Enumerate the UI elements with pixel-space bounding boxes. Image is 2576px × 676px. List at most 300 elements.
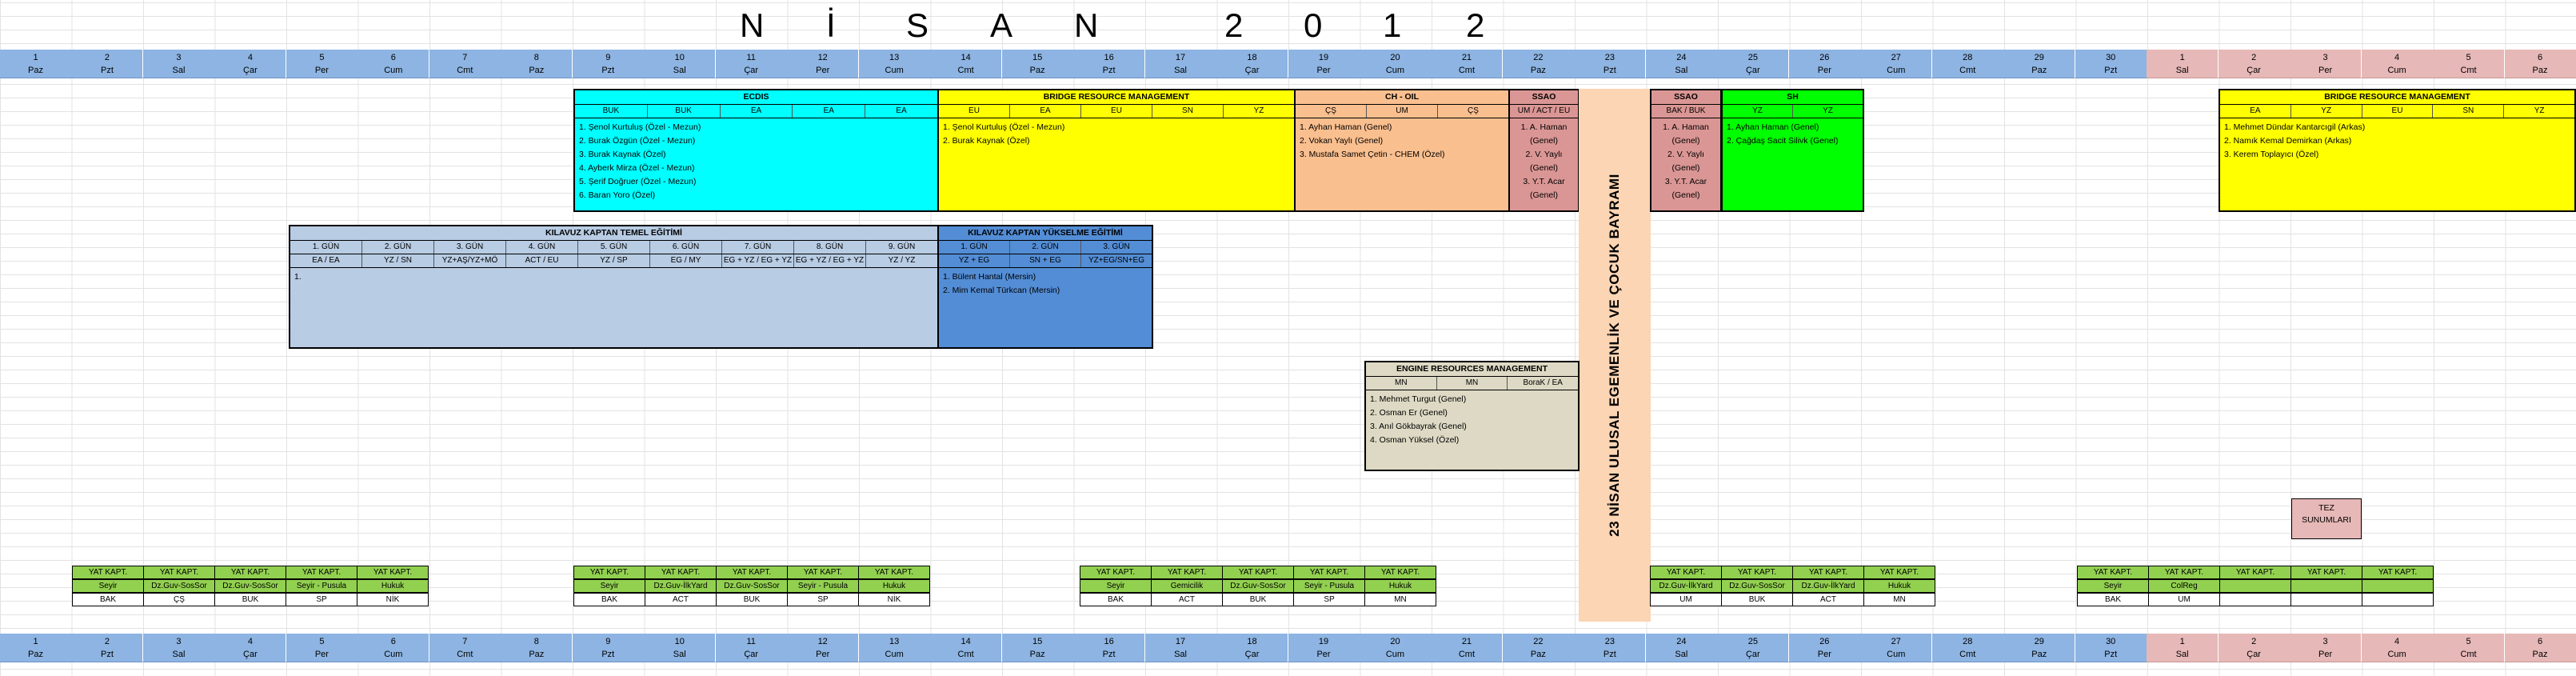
ssao-instructor: UM / ACT / EU	[1517, 106, 1571, 115]
day-cell	[2433, 50, 2505, 78]
yacht-course-topic: ColReg	[2148, 579, 2220, 593]
yacht-course-topic: Dz.Guv-İlkYard	[1792, 579, 1864, 593]
day-number: 30	[2106, 637, 2116, 646]
participant: (Genel)	[1529, 136, 1558, 146]
ecdis-instructor: EA	[793, 105, 865, 118]
ecdis-instructor: EA	[721, 105, 793, 118]
day-cell	[859, 634, 931, 662]
training-day: 1. GÜN	[939, 241, 1010, 254]
ecdis-instructor: EA	[896, 106, 907, 115]
thesis-label-line: SUNUMLARI	[2302, 515, 2351, 525]
day-number: 28	[1963, 53, 1973, 62]
day-cell	[1646, 50, 1718, 78]
erm-instructor: MN	[1437, 377, 1508, 390]
brm-participants	[2220, 118, 2574, 164]
erm-title: ENGINE RESOURCES MANAGEMENT	[1366, 362, 1578, 377]
participant: 3. Kerem Toplayıcı (Özel)	[2224, 150, 2319, 159]
participant: 2. Namık Kemal Demirkan (Arkas)	[2224, 136, 2352, 146]
yacht-course-instructor: ÇŞ	[143, 593, 215, 606]
day-number: 2	[2251, 53, 2257, 62]
participant: (Genel)	[1671, 136, 1700, 146]
title-letter: 1	[1383, 6, 1402, 44]
day-number: 17	[1175, 53, 1186, 62]
day-number: 14	[961, 637, 971, 646]
sh-participants	[1723, 118, 1863, 150]
day-cell	[716, 634, 788, 662]
weekday-label: Sal	[673, 650, 686, 659]
day-number: 2	[104, 637, 110, 646]
weekday-label: Cmt	[1959, 66, 1976, 75]
yacht-course-instructor: SP	[1293, 593, 1365, 606]
brm-instructors	[939, 105, 1294, 118]
participant: (Genel)	[1671, 163, 1700, 173]
participant: 1. A. Haman	[1520, 122, 1568, 132]
weekday-label: Cum	[384, 650, 403, 659]
ecdis-participants	[575, 118, 937, 205]
training-instructor: YZ / YZ	[888, 256, 916, 265]
participant: (Genel)	[1529, 190, 1558, 200]
ch-oil-participants	[1296, 118, 1508, 164]
day-cell	[2075, 634, 2147, 662]
ssao-box-1	[1508, 89, 1580, 212]
ch-oil-instructor: ÇŞ	[1296, 105, 1367, 118]
day-number: 21	[1461, 637, 1472, 646]
weekday-label: Paz	[2532, 66, 2548, 75]
weekday-label: Paz	[2532, 650, 2548, 659]
yacht-course-header: YAT KAPT.	[2362, 566, 2434, 579]
weekday-label: Paz	[529, 650, 545, 659]
ssao-title: SSAO	[1651, 90, 1720, 105]
training-day: 8. GÜN	[794, 241, 866, 254]
weekday-label: Per	[1817, 66, 1831, 75]
day-number: 24	[1676, 637, 1687, 646]
weekday-label: Cmt	[1458, 650, 1476, 659]
yacht-course-instructor: BAK	[573, 593, 645, 606]
sh-instructor: YZ	[1823, 106, 1833, 115]
day-number: 16	[1104, 53, 1114, 62]
training-instructor: YZ / SP	[578, 254, 650, 267]
participant: 1. A. Haman	[1663, 122, 1709, 132]
pilot-basic-participants	[290, 268, 937, 286]
day-cell	[2003, 50, 2075, 78]
day-number: 15	[1032, 637, 1043, 646]
pilot-advanced-title: KILAVUZ KAPTAN YÜKSELME EĞİTİMİ	[939, 226, 1152, 241]
day-number: 5	[319, 53, 325, 62]
thesis-presentations	[2291, 498, 2362, 539]
day-number: 13	[889, 53, 900, 62]
day-number: 1	[2179, 53, 2185, 62]
holiday-band	[1579, 89, 1651, 622]
participant: 4. Osman Yüksel (Özel)	[1370, 435, 1460, 445]
weekday-label: Çar	[744, 66, 759, 75]
day-number: 25	[1747, 637, 1758, 646]
sh-title: SH	[1723, 90, 1863, 105]
yacht-course-topic: Seyir	[573, 579, 645, 593]
day-number: 20	[1390, 53, 1400, 62]
participant: 1. Mehmet Dündar Kantarcıgil (Arkas)	[2224, 122, 2366, 132]
day-cell	[1932, 634, 2004, 662]
yacht-course-header: YAT KAPT.	[1721, 566, 1793, 579]
weekday-label: Cum	[2387, 66, 2406, 75]
day-number: 9	[605, 53, 611, 62]
brm-instructors	[2220, 105, 2574, 118]
weekday-label: Pzt	[2104, 650, 2118, 659]
yacht-course-header: YAT KAPT.	[2219, 566, 2291, 579]
pilot-basic-instructors	[290, 254, 937, 268]
yacht-course-instructor: MN	[1863, 593, 1935, 606]
day-cell	[286, 50, 358, 78]
yacht-course-instructor: BAK	[1080, 593, 1152, 606]
title-letter: 2	[1224, 6, 1244, 44]
ssao-instructor: BAK / BUK	[1666, 106, 1706, 115]
yacht-course-topic: Hukuk	[858, 579, 930, 593]
yacht-course-header: YAT KAPT.	[2148, 566, 2220, 579]
day-number: 22	[1533, 637, 1544, 646]
yacht-course-topic: Hukuk	[1364, 579, 1436, 593]
yacht-captain-block	[1080, 566, 1436, 606]
brm-box-2	[2219, 89, 2576, 212]
yacht-course-instructor: NİK	[858, 593, 930, 606]
day-cell	[357, 50, 429, 78]
yacht-course-header: YAT KAPT.	[1364, 566, 1436, 579]
erm-instructor: BoraK / EA	[1523, 378, 1563, 387]
yacht-course-topic	[2362, 579, 2434, 593]
day-number: 2	[2251, 637, 2257, 646]
day-header-row-top	[0, 50, 2576, 78]
brm-instructor: SN	[1152, 105, 1224, 118]
yacht-course-instructor	[2362, 593, 2434, 606]
weekday-label: Pzt	[101, 650, 114, 659]
pilot-basic-training-box	[289, 225, 939, 349]
day-cell	[1288, 634, 1360, 662]
participant: 2. Vokan Yaylı (Genel)	[1300, 136, 1384, 146]
yacht-course-header: YAT KAPT.	[573, 566, 645, 579]
training-instructor: EG / MY	[650, 254, 722, 267]
weekday-label: Per	[2318, 66, 2333, 75]
weekday-label: Cmt	[957, 650, 974, 659]
yacht-course-instructor: SP	[286, 593, 357, 606]
day-cell	[1145, 50, 1217, 78]
yacht-course-topic	[2219, 579, 2291, 593]
yacht-course-topic: Gemicilik	[1151, 579, 1223, 593]
participant: 1. Mehmet Turgut (Genel)	[1370, 394, 1467, 404]
day-cell	[2075, 50, 2147, 78]
weekday-label: Sal	[1675, 650, 1688, 659]
weekday-label: Paz	[1530, 650, 1546, 659]
yacht-course-header: YAT KAPT.	[716, 566, 788, 579]
title-letter: N	[1074, 6, 1099, 44]
yacht-course-header: YAT KAPT.	[858, 566, 930, 579]
erm-participants	[1366, 390, 1578, 450]
brm-title: BRIDGE RESOURCE MANAGEMENT	[2220, 90, 2574, 105]
brm-title: BRIDGE RESOURCE MANAGEMENT	[939, 90, 1294, 105]
weekday-label: Cmt	[457, 650, 473, 659]
day-cell	[1932, 50, 2004, 78]
day-number: 19	[1318, 53, 1329, 62]
weekday-label: Per	[1817, 650, 1831, 659]
training-day: 2. GÜN	[1010, 241, 1081, 254]
weekday-label: Paz	[529, 66, 545, 75]
day-number: 23	[1604, 53, 1615, 62]
day-cell	[1431, 634, 1503, 662]
yacht-course-topic: Seyir	[72, 579, 144, 593]
training-instructor: YZ+AŞ/YZ+MÖ	[434, 254, 506, 267]
day-number: 12	[817, 53, 828, 62]
weekday-label: Per	[1316, 66, 1331, 75]
participant: 2. Mim Kemal Türkcan (Mersin)	[943, 286, 1060, 295]
day-cell	[2362, 50, 2434, 78]
ecdis-box	[573, 89, 939, 212]
yacht-course-header: YAT KAPT.	[1792, 566, 1864, 579]
day-number: 1	[33, 53, 38, 62]
ssao-box-2	[1650, 89, 1722, 212]
day-cell	[2219, 50, 2290, 78]
day-cell	[1574, 634, 1646, 662]
day-cell	[214, 50, 286, 78]
yacht-course-header: YAT KAPT.	[645, 566, 717, 579]
erm-instructor: MN	[1366, 377, 1437, 390]
weekday-label: Sal	[172, 66, 186, 75]
weekday-label: Cum	[1887, 66, 1906, 75]
day-number: 4	[2394, 53, 2400, 62]
participant: 6. Baran Yoro (Özel)	[579, 190, 656, 200]
weekday-label: Sal	[1174, 66, 1187, 75]
day-cell	[286, 634, 358, 662]
weekday-label: Per	[1316, 650, 1331, 659]
day-number: 11	[746, 53, 756, 62]
day-cell	[1646, 634, 1718, 662]
weekday-label: Pzt	[1603, 66, 1616, 75]
brm-instructor: EU	[1081, 105, 1152, 118]
day-header-row-bottom	[0, 634, 2576, 662]
yacht-course-topic: Seyir - Pusula	[1293, 579, 1365, 593]
participant: 3. Y.T. Acar	[1523, 177, 1565, 186]
day-number: 5	[319, 637, 325, 646]
day-cell	[1860, 50, 1932, 78]
yacht-course-topic: Seyir	[2077, 579, 2149, 593]
day-number: 29	[2034, 53, 2044, 62]
pilot-basic-title: KILAVUZ KAPTAN TEMEL EĞİTİMİ	[290, 226, 937, 241]
training-day: 9. GÜN	[888, 242, 916, 251]
yacht-course-header: YAT KAPT.	[1863, 566, 1935, 579]
yacht-course-header: YAT KAPT.	[143, 566, 215, 579]
weekday-label: Cum	[885, 650, 904, 659]
weekday-label: Paz	[2031, 650, 2047, 659]
yacht-course-header: YAT KAPT.	[1151, 566, 1223, 579]
participant: 2. Çağdaş Sacit Silivk (Genel)	[1727, 136, 1839, 146]
yacht-course-instructor	[2219, 593, 2291, 606]
day-number: 13	[889, 637, 900, 646]
yacht-course-topic: Seyir - Pusula	[787, 579, 859, 593]
weekday-label: Çar	[2247, 650, 2261, 659]
weekday-label: Per	[314, 66, 329, 75]
day-cell	[214, 634, 286, 662]
brm-instructor: EU	[939, 105, 1010, 118]
title-letter: N	[740, 6, 765, 44]
day-number: 3	[176, 53, 182, 62]
day-cell	[1145, 634, 1217, 662]
yacht-course-topic: Hukuk	[1863, 579, 1935, 593]
brm-box-1	[937, 89, 1296, 212]
day-number: 28	[1963, 637, 1973, 646]
training-instructor: EA / EA	[290, 254, 362, 267]
yacht-course-topic: Dz.Guv-İlkYard	[645, 579, 717, 593]
weekday-label: Per	[816, 66, 830, 75]
weekday-label: Cmt	[457, 66, 473, 75]
weekday-label: Cmt	[2460, 650, 2477, 659]
day-cell	[143, 634, 215, 662]
yacht-course-instructor: ACT	[1151, 593, 1223, 606]
day-number: 24	[1676, 53, 1687, 62]
day-number: 2	[104, 53, 110, 62]
yacht-course-topic: Dz.Guv-SosSor	[214, 579, 286, 593]
day-number: 16	[1104, 637, 1114, 646]
day-number: 4	[247, 53, 253, 62]
weekday-label: Cum	[1887, 650, 1906, 659]
yacht-course-instructor: UM	[1650, 593, 1722, 606]
weekday-label: Cmt	[2460, 66, 2477, 75]
day-cell	[1574, 50, 1646, 78]
yacht-course-header: YAT KAPT.	[2077, 566, 2149, 579]
day-cell	[2290, 50, 2362, 78]
participant: 2. V. Yaylı	[1667, 150, 1704, 159]
yacht-course-topic: Seyir	[1080, 579, 1152, 593]
weekday-label: Cmt	[957, 66, 974, 75]
training-instructor: YZ + EG	[939, 254, 1010, 267]
training-day: 4. GÜN	[506, 241, 578, 254]
training-day: 7. GÜN	[722, 241, 794, 254]
day-cell	[716, 50, 788, 78]
sh-box	[1721, 89, 1864, 212]
day-number: 8	[533, 637, 539, 646]
day-number: 12	[817, 637, 828, 646]
participant: 3. Burak Kaynak (Özel)	[579, 150, 666, 159]
training-instructor: ACT / EU	[506, 254, 578, 267]
weekday-label: Sal	[172, 650, 186, 659]
training-instructor: YZ+EG/SN+EG	[1088, 256, 1145, 265]
day-cell	[1216, 50, 1288, 78]
day-cell	[1073, 50, 1145, 78]
day-number: 27	[1891, 53, 1901, 62]
training-day: 3. GÜN	[1103, 242, 1130, 251]
day-cell	[573, 634, 645, 662]
weekday-label: Çar	[1244, 66, 1260, 75]
day-cell	[429, 50, 501, 78]
yacht-course-instructor: SP	[787, 593, 859, 606]
ecdis-instructors	[575, 105, 937, 118]
weekday-label: Paz	[28, 66, 43, 75]
day-cell	[71, 634, 143, 662]
day-number: 6	[2537, 637, 2543, 646]
ssao-participants	[1510, 118, 1578, 205]
weekday-label: Cum	[885, 66, 904, 75]
day-number: 6	[390, 53, 396, 62]
ch-oil-box	[1294, 89, 1510, 212]
yacht-course-instructor: NİK	[357, 593, 429, 606]
day-number: 23	[1604, 637, 1615, 646]
training-instructor: EG + YZ / EG + YZ	[722, 254, 794, 267]
ecdis-instructor: BUK	[648, 105, 721, 118]
yacht-captain-block	[2077, 566, 2433, 606]
yacht-course-header: YAT KAPT.	[286, 566, 357, 579]
participant: 2. Burak Özgün (Özel - Mezun)	[579, 136, 696, 146]
day-cell	[429, 634, 501, 662]
weekday-label: Paz	[1029, 66, 1045, 75]
brm-instructor: YZ	[1253, 106, 1264, 115]
day-cell	[2505, 50, 2576, 78]
day-cell	[644, 50, 716, 78]
weekday-label: Per	[314, 650, 329, 659]
day-number: 3	[2322, 53, 2328, 62]
yacht-course-topic: Dz.Guv-İlkYard	[1650, 579, 1722, 593]
day-cell	[1717, 634, 1789, 662]
participant: 5. Şerif Doğruer (Özel - Mezun)	[579, 177, 697, 186]
participant: 3. Mustafa Samet Çetin - CHEM (Özel)	[1300, 150, 1445, 159]
training-day: 6. GÜN	[650, 241, 722, 254]
day-cell	[0, 50, 72, 78]
yacht-course-header: YAT KAPT.	[787, 566, 859, 579]
day-cell	[357, 634, 429, 662]
yacht-course-instructor: UM	[2148, 593, 2220, 606]
weekday-label: Çar	[243, 650, 258, 659]
participant: 2. Osman Er (Genel)	[1370, 408, 1448, 418]
weekday-label: Pzt	[101, 66, 114, 75]
day-cell	[1860, 634, 1932, 662]
day-cell	[1216, 634, 1288, 662]
brm-instructor: EU	[2362, 105, 2434, 118]
day-number: 11	[746, 637, 756, 646]
day-number: 19	[1318, 637, 1329, 646]
yacht-course-instructor: BUK	[716, 593, 788, 606]
weekday-label: Sal	[2175, 650, 2189, 659]
yacht-course-instructor: BAK	[2077, 593, 2149, 606]
ch-oil-title: CH - OIL	[1296, 90, 1508, 105]
day-number: 10	[674, 637, 685, 646]
brm-instructor: YZ	[2534, 106, 2545, 115]
weekday-label: Çar	[744, 650, 759, 659]
day-cell	[71, 50, 143, 78]
day-number: 8	[533, 53, 539, 62]
thesis-label-line: TEZ	[2318, 503, 2334, 513]
sh-instructors	[1723, 105, 1863, 118]
day-cell	[1503, 50, 1575, 78]
yacht-course-instructor: BUK	[1222, 593, 1294, 606]
day-cell	[787, 634, 859, 662]
day-number: 5	[2466, 637, 2471, 646]
pilot-advanced-instructors	[939, 254, 1152, 268]
day-cell	[2219, 634, 2290, 662]
day-cell	[2433, 634, 2505, 662]
title-letter: İ	[826, 6, 836, 44]
yacht-course-topic: Dz.Guv-SosSor	[143, 579, 215, 593]
day-number: 26	[1819, 53, 1830, 62]
weekday-label: Pzt	[601, 650, 615, 659]
weekday-label: Cum	[1385, 650, 1405, 659]
day-number: 26	[1819, 637, 1830, 646]
training-day: 2. GÜN	[362, 241, 434, 254]
yacht-course-instructor: ACT	[1792, 593, 1864, 606]
yacht-course-topic: Hukuk	[357, 579, 429, 593]
weekday-label: Sal	[2175, 66, 2189, 75]
yacht-captain-block	[72, 566, 428, 606]
day-cell	[930, 50, 1002, 78]
ssao-instructors	[1651, 105, 1720, 118]
weekday-label: Sal	[673, 66, 686, 75]
weekday-label: Paz	[1029, 650, 1045, 659]
training-instructor: SN + EG	[1010, 254, 1081, 267]
yacht-course-header: YAT KAPT.	[72, 566, 144, 579]
day-number: 3	[2322, 637, 2328, 646]
